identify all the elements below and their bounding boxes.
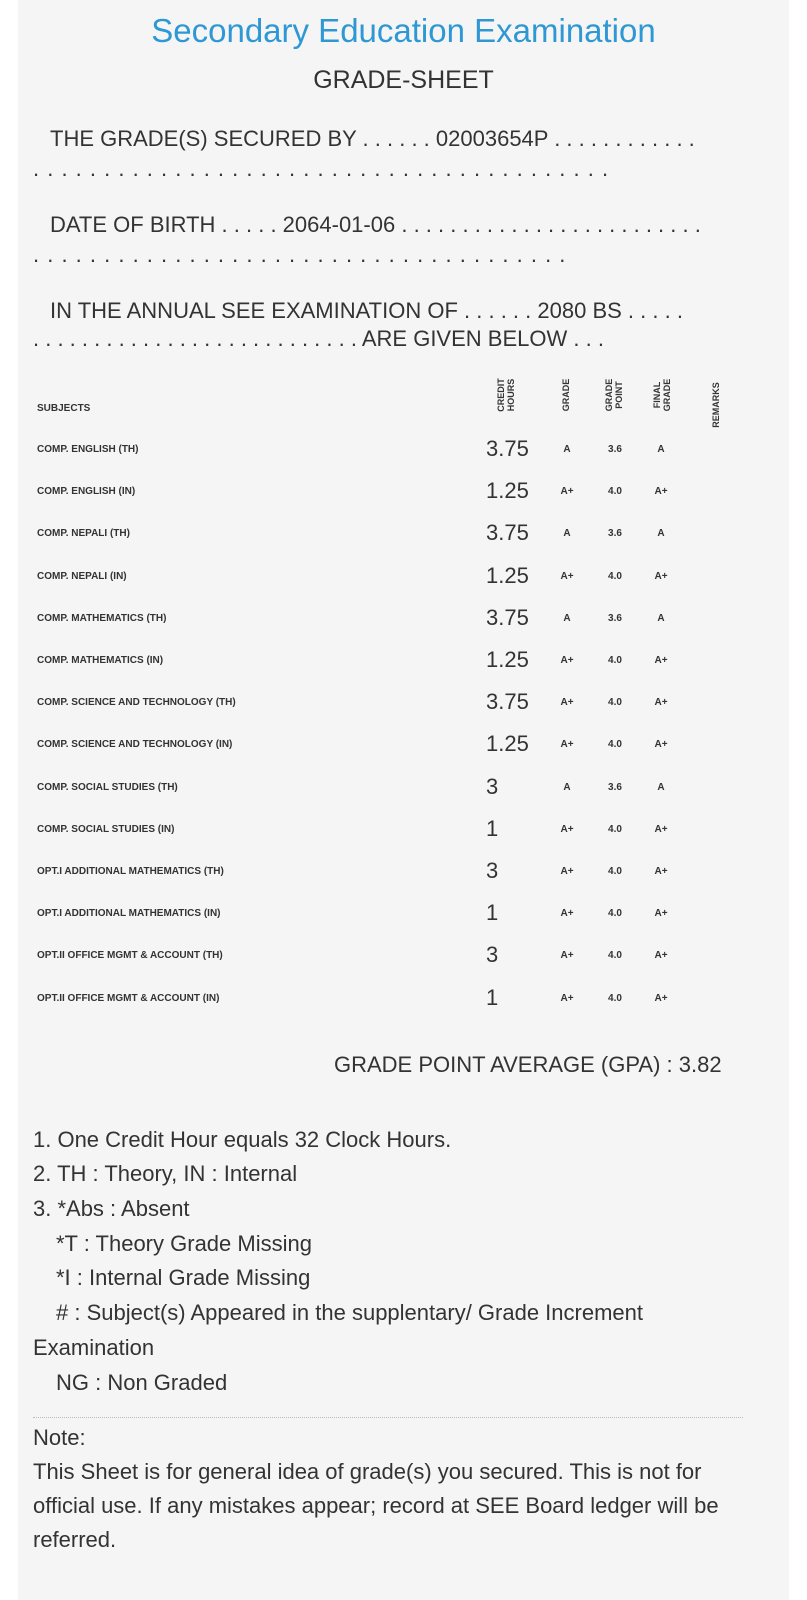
subject-cell: COMP. ENGLISH (TH) [37, 444, 139, 455]
final-grade-cell: A [657, 612, 665, 624]
legend-item: 1. One Credit Hour equals 32 Clock Hours. [33, 1127, 452, 1152]
legend-item: 2. TH : Theory, IN : Internal [33, 1161, 298, 1186]
final-grade-cell: A+ [654, 908, 668, 920]
subject-cell: OPT.I ADDITIONAL MATHEMATICS (IN) [37, 908, 221, 920]
final-grade-cell: A+ [654, 486, 668, 498]
note-text: This Sheet is for general idea of grade(s) you secured. This is not for official use. If any mistakes appear; record at SEE Board ledger will be referred. [33, 1459, 719, 1552]
dob-line: DATE OF BIRTH . . . . . 2064-01-06 . . . . . . . . . . . . . . . . . . . . . . . . . [50, 212, 701, 237]
credit-hours-cell: 3.75 [486, 689, 529, 715]
exam-line: IN THE ANNUAL SEE EXAMINATION OF . . . . . . 2080 BS . . . . . [50, 298, 683, 323]
final-grade-header: FINAL GRADE [652, 378, 672, 412]
subject-cell: COMP. MATHEMATICS (TH) [37, 612, 167, 624]
table-row [0, 727, 807, 767]
credit-hours-cell: 3 [486, 858, 499, 883]
table-row [0, 812, 807, 852]
final-grade-cell: A+ [654, 697, 668, 709]
legend-item: NG : Non Graded [56, 1370, 228, 1395]
symbol-number: 02003654P [435, 126, 549, 151]
final-grade-cell: A+ [654, 655, 668, 666]
credit-hours-cell: 1 [486, 900, 499, 926]
remarks-header: REMARKS [711, 382, 721, 428]
final-grade-cell: A+ [654, 739, 668, 751]
note-label: Note: [33, 1425, 86, 1450]
credit-hours-cell: 1.25 [486, 731, 529, 757]
table-row [0, 601, 807, 641]
grade-point-cell: 4.0 [608, 486, 622, 498]
grade-cell: A+ [560, 570, 574, 582]
subject-cell: COMP. SOCIAL STUDIES (IN) [37, 823, 175, 835]
grade-point-cell: 4.0 [608, 950, 622, 962]
grade-point-cell: 3.6 [608, 781, 622, 793]
legend-item: *I : Internal Grade Missing [56, 1265, 311, 1290]
subject-cell: COMP. SCIENCE AND TECHNOLOGY (TH) [37, 697, 236, 709]
grade-point-header: GRADE POINT [604, 378, 624, 412]
table-row [0, 516, 807, 556]
credit-hours-cell: 3.75 [486, 520, 529, 546]
grade-cell: A [563, 781, 571, 793]
grade-point-cell: 3.6 [608, 528, 622, 540]
subject-cell: COMP. MATHEMATICS (IN) [37, 655, 164, 666]
credit-hours-cell: 3.75 [486, 604, 529, 630]
credit-hours-cell: 3 [486, 942, 499, 968]
legend-item: # : Subject(s) Appeared in the supplentary/ Grade Increment [56, 1300, 643, 1325]
table-row [0, 474, 807, 514]
final-grade-cell: A [657, 781, 665, 793]
final-grade-cell: A+ [654, 992, 668, 1004]
given-below-text: ARE GIVEN BELOW [361, 326, 568, 351]
subject-cell: OPT.II OFFICE MGMT & ACCOUNT (IN) [37, 992, 220, 1004]
grade-sheet-heading: GRADE-SHEET [313, 66, 494, 94]
legend-item: 3. *Abs : Absent [33, 1196, 190, 1221]
table-row [0, 770, 807, 810]
final-grade-cell: A [657, 444, 665, 455]
grade-point-cell: 4.0 [608, 992, 622, 1004]
subject-cell: COMP. SOCIAL STUDIES (TH) [37, 781, 178, 793]
grade-cell: A [563, 528, 571, 540]
table-row [0, 685, 807, 725]
grade-cell: A+ [560, 908, 574, 920]
subject-cell: COMP. SCIENCE AND TECHNOLOGY (IN) [37, 739, 233, 751]
credit-hours-cell: 3 [486, 773, 499, 799]
credit-hours-cell: 1.25 [486, 562, 529, 588]
subject-cell: OPT.II OFFICE MGMT & ACCOUNT (TH) [37, 950, 223, 962]
dob-value: 2064-01-06 [282, 212, 396, 237]
grade-point-cell: 4.0 [608, 739, 622, 751]
grade-cell: A+ [560, 992, 574, 1004]
grade-cell: A+ [560, 823, 574, 835]
gpa-text: GRADE POINT AVERAGE (GPA) : 3.82 [334, 1052, 722, 1077]
grade-point-cell: 4.0 [608, 655, 622, 666]
secured-by-label: THE GRADE(S) SECURED BY [50, 126, 357, 151]
subject-cell: OPT.I ADDITIONAL MATHEMATICS (TH) [37, 866, 224, 877]
grade-point-cell: 4.0 [608, 570, 622, 582]
credit-hours-cell: 1 [486, 984, 499, 1010]
grade-cell: A+ [560, 950, 574, 962]
grade-cell: A+ [560, 655, 574, 666]
grade-cell: A+ [560, 739, 574, 751]
grade-point-cell: 4.0 [608, 823, 622, 835]
exam-title: Secondary Education Examination [151, 12, 656, 49]
legend-item: *T : Theory Grade Missing [56, 1231, 312, 1256]
grade-cell: A+ [560, 866, 574, 877]
grade-cell: A+ [560, 697, 574, 709]
dotted-fill: . . . . . . . . . . . . . . . . . . . . . . . . . . . . . . . . . . . . . . . . . [33, 156, 610, 181]
grade-header: GRADE [561, 378, 571, 412]
credit-hours-cell: 1.25 [486, 647, 529, 672]
grade-cell: A [563, 444, 571, 455]
credit-hours-header: CREDIT HOURS [496, 378, 516, 412]
grade-point-cell: 4.0 [608, 866, 622, 877]
final-grade-cell: A+ [654, 570, 668, 582]
table-row [0, 432, 807, 472]
final-grade-cell: A+ [654, 866, 668, 877]
subject-cell: COMP. NEPALI (TH) [37, 528, 130, 540]
subject-cell: COMP. ENGLISH (IN) [37, 486, 136, 498]
credit-hours-cell: 3.75 [486, 436, 529, 461]
credit-hours-cell: 1 [486, 815, 499, 841]
final-grade-cell: A+ [654, 950, 668, 962]
final-grade-cell: A [657, 528, 665, 540]
dob-label: DATE OF BIRTH [50, 212, 216, 237]
divider [33, 1417, 743, 1418]
subject-cell: COMP. NEPALI (IN) [37, 570, 127, 582]
final-grade-cell: A+ [654, 823, 668, 835]
table-row [0, 559, 807, 599]
table-row [0, 981, 807, 1021]
credit-hours-cell: 1.25 [486, 478, 529, 504]
table-row [0, 854, 807, 894]
grade-point-cell: 3.6 [608, 444, 622, 455]
grade-cell: A [563, 612, 571, 624]
grade-point-cell: 3.6 [608, 612, 622, 624]
table-row [0, 643, 807, 683]
table-row [0, 896, 807, 936]
grade-cell: A+ [560, 486, 574, 498]
legend-item: Examination [33, 1335, 155, 1360]
exam-year: 2080 BS [537, 298, 622, 323]
table-row [0, 938, 807, 978]
given-below-line: . . . . . . . . . . . . . . . . . . . . . . . . . . . ARE GIVEN BELOW . . . [33, 326, 604, 351]
secured-by-line: THE GRADE(S) SECURED BY . . . . . . 02003654P . . . . . . . . . . . . [50, 126, 695, 151]
subjects-header: SUBJECTS [37, 403, 91, 414]
grade-point-cell: 4.0 [608, 908, 622, 920]
grade-point-cell: 4.0 [608, 697, 622, 709]
exam-label: IN THE ANNUAL SEE EXAMINATION OF [50, 298, 458, 323]
dotted-fill: . . . . . . . . . . . . . . . . . . . . . . . . . . . . . . . . . . . . . . [33, 242, 567, 267]
